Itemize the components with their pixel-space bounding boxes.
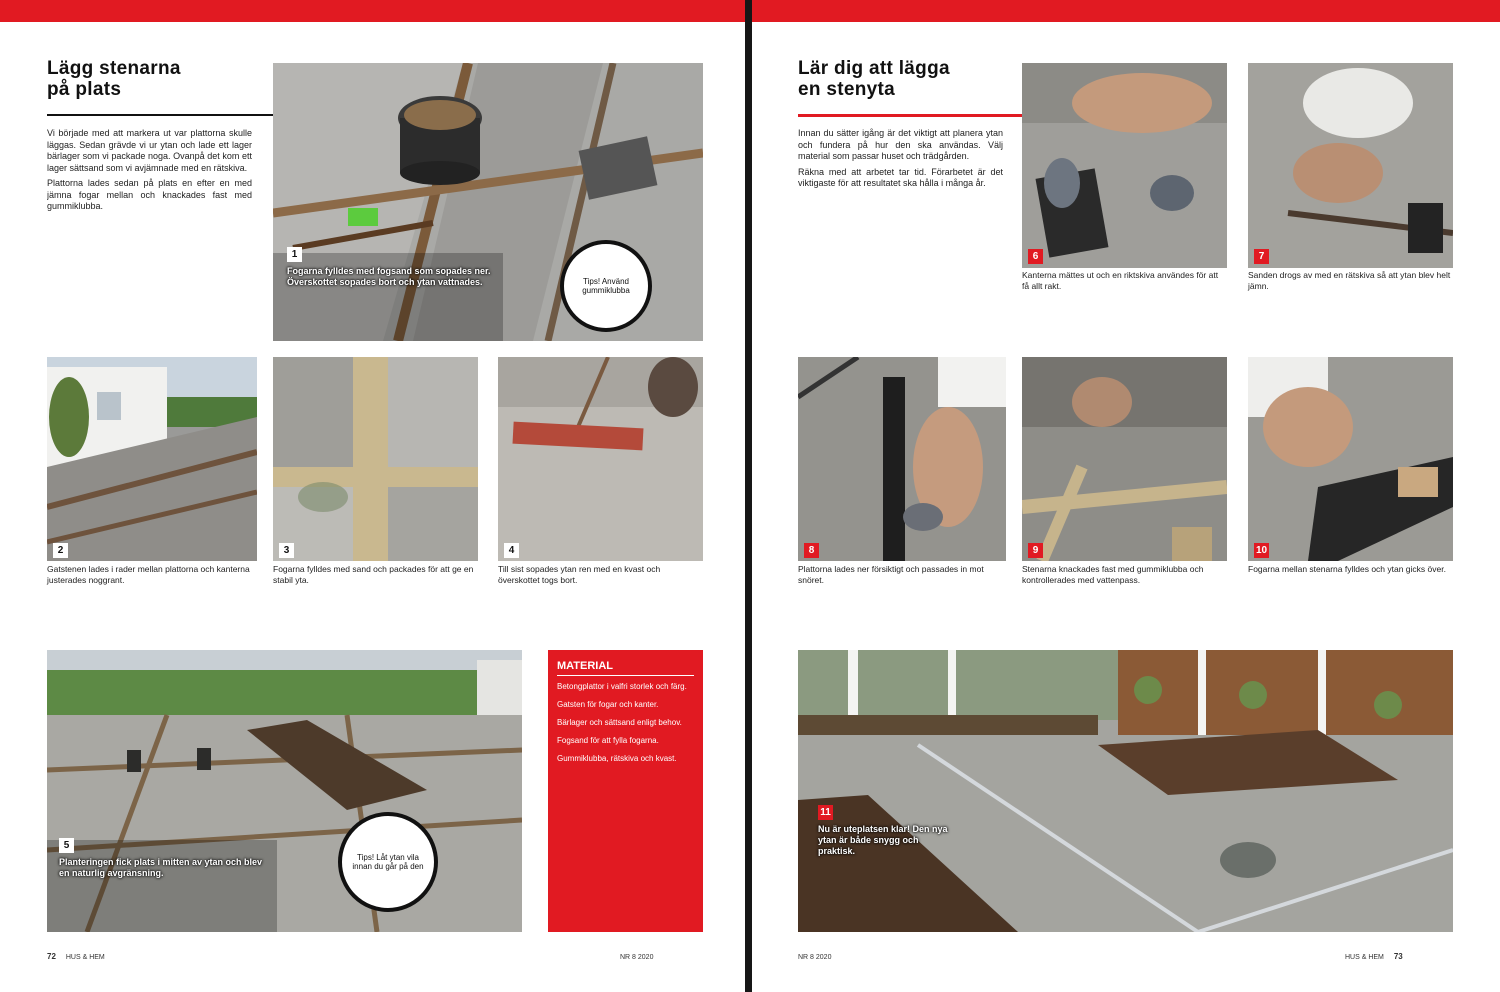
left-footer bbox=[47, 952, 105, 961]
right-footer-magazine: HUS & HEM bbox=[1345, 954, 1384, 961]
step1-tip-bubble: Tips! Använd gummiklubba bbox=[560, 240, 652, 332]
left-intro-text bbox=[47, 128, 252, 333]
step11-photo-graphic bbox=[798, 650, 1453, 932]
fact-box-item: Gummiklubba, rätskiva och kvast. bbox=[557, 754, 677, 763]
step10-photo-graphic bbox=[1248, 357, 1453, 561]
step8-number: 8 bbox=[804, 543, 819, 558]
step3-photo bbox=[273, 357, 478, 561]
fact-box-title: MATERIAL bbox=[557, 660, 694, 676]
fact-box-item: Betongplattor i valfri storlek och färg. bbox=[557, 682, 687, 691]
step8-photo-graphic bbox=[798, 357, 1006, 561]
step9-photo-graphic bbox=[1022, 357, 1227, 561]
left-headline-rule bbox=[47, 114, 273, 116]
step1-number: 1 bbox=[287, 247, 302, 262]
step3-number: 3 bbox=[279, 543, 294, 558]
step8-photo bbox=[798, 357, 1006, 561]
fact-box-item: Bärlager och sättsand enligt behov. bbox=[557, 718, 682, 727]
step6-photo-graphic bbox=[1022, 63, 1227, 268]
right-headline-rule bbox=[798, 114, 1024, 117]
left-headline-line1: Lägg stenarna bbox=[47, 58, 181, 79]
left-headline-line2: på plats bbox=[47, 79, 122, 100]
step6-number: 6 bbox=[1028, 249, 1043, 264]
step10-photo bbox=[1248, 357, 1453, 561]
step4-photo-graphic bbox=[498, 357, 703, 561]
fact-box-item: Gatsten för fogar och kanter. bbox=[557, 700, 659, 709]
step11-number: 11 bbox=[818, 805, 833, 820]
right-intro-paragraph: Innan du sätter igång är det viktigt att planera ytan och fundera på hur den ska användas. Välj material som passar huset och trädgården. bbox=[798, 128, 1003, 161]
step9-number: 9 bbox=[1028, 543, 1043, 558]
step6-photo bbox=[1022, 63, 1227, 268]
step4-photo bbox=[498, 357, 703, 561]
step5-number: 5 bbox=[59, 838, 74, 853]
right-footer-issue: NR 8 2020 bbox=[798, 954, 832, 961]
step8-caption: Plattorna lades ner försiktigt och passades in mot snöret. bbox=[798, 564, 984, 585]
left-intro-paragraph: Vi började med att markera ut var plattorna skulle läggas. Sedan grävde vi ur ytan och lade ett lager bärlager som vi packade noga. Ovanpå det kom ett lager sättsand som vi avjämnade med en rätskiva. bbox=[47, 128, 252, 173]
fact-box-item: Fogsand för att fylla fogarna. bbox=[557, 736, 659, 745]
step2-caption: Gatstenen lades i rader mellan plattorna och kanterna justerades noggrant. bbox=[47, 564, 250, 585]
step2-number: 2 bbox=[53, 543, 68, 558]
step7-number: 7 bbox=[1254, 249, 1269, 264]
step4-caption: Till sist sopades ytan ren med en kvast och överskottet togs bort. bbox=[498, 564, 661, 585]
step9-photo bbox=[1022, 357, 1227, 561]
step5-photo bbox=[47, 650, 522, 932]
step5-caption: Planteringen fick plats i mitten av ytan och blev en naturlig avgränsning. bbox=[59, 857, 263, 878]
right-headline-line1: Lär dig att lägga bbox=[798, 58, 950, 79]
right-headline-line2: en stenyta bbox=[798, 79, 895, 100]
top-color-bar-left bbox=[0, 0, 745, 22]
step2-photo bbox=[47, 357, 257, 561]
step11-caption: Nu är uteplatsen klar! Den nya ytan är både snygg och praktisk. bbox=[818, 824, 948, 856]
right-headline bbox=[798, 58, 1018, 100]
step7-photo-graphic bbox=[1248, 63, 1453, 268]
step10-caption: Fogarna mellan stenarna fylldes och ytan gicks över. bbox=[1248, 564, 1446, 574]
step3-photo-graphic bbox=[273, 357, 478, 561]
step4-number: 4 bbox=[504, 543, 519, 558]
step7-caption: Sanden drogs av med en rätskiva så att ytan blev helt jämn. bbox=[1248, 270, 1451, 291]
right-intro-text bbox=[798, 128, 1003, 333]
step3-caption: Fogarna fylldes med sand och packades för att ge en stabil yta. bbox=[273, 564, 474, 585]
right-footer bbox=[1345, 952, 1403, 961]
left-footer-issue: NR 8 2020 bbox=[620, 954, 654, 961]
step9-caption: Stenarna knackades fast med gummiklubba och kontrollerades med vattenpass. bbox=[1022, 564, 1204, 585]
left-footer-magazine: HUS & HEM bbox=[65, 954, 105, 961]
material-fact-box bbox=[548, 650, 703, 932]
step5-tip-bubble: Tips! Låt ytan vila innan du går på den bbox=[338, 812, 438, 912]
top-color-bar-right bbox=[752, 0, 1500, 22]
step7-photo bbox=[1248, 63, 1453, 268]
step6-caption: Kanterna mättes ut och en riktskiva användes för att få allt rakt. bbox=[1022, 270, 1219, 291]
page-spine bbox=[745, 0, 752, 992]
right-intro-paragraph: Räkna med att arbetet tar tid. Förarbetet är det viktigaste för att resultatet ska hålla i många år. bbox=[798, 166, 1003, 188]
left-headline bbox=[47, 58, 267, 100]
step2-photo-graphic bbox=[47, 357, 257, 561]
left-intro-paragraph: Plattorna lades sedan på plats en efter en med jämna fogar mellan och knackades fast med gummiklubba. bbox=[47, 178, 252, 211]
left-page-number: 72 bbox=[47, 952, 56, 961]
right-page-number: 73 bbox=[1393, 952, 1403, 961]
step11-photo bbox=[798, 650, 1453, 932]
step5-photo-graphic bbox=[47, 650, 522, 932]
step1-caption: Fogarna fylldes med fogsand som sopades ner. Överskottet sopades bort och ytan vattnades. bbox=[287, 266, 491, 287]
step10-number: 10 bbox=[1255, 545, 1268, 556]
